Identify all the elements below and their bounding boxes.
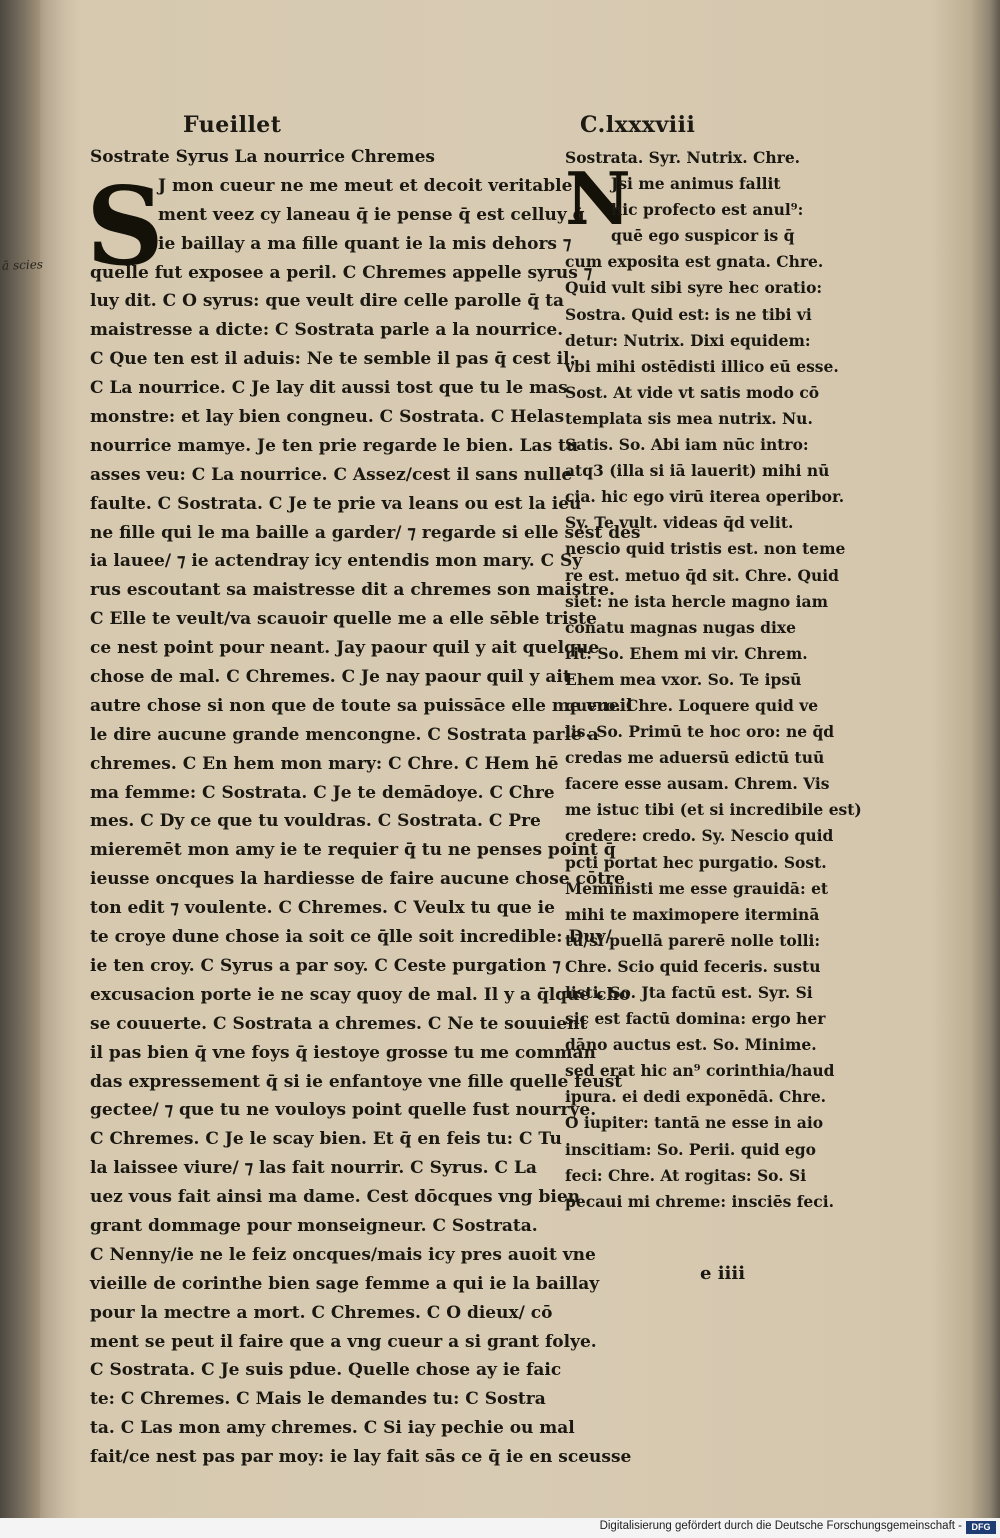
french-text-line: ieusse oncques la hardiesse de faire aucune chose cōtre <box>90 869 625 890</box>
latin-text-line: listi. So. Jta factū est. Syr. Si <box>565 983 813 1002</box>
latin-text-line: O iupiter: tantā ne esse in aio <box>565 1113 824 1133</box>
running-head-right: C.lxxxviii <box>580 112 696 138</box>
french-text-line: ment se peut il faire que a vng cueur a si grant folye. <box>90 1331 597 1352</box>
signature-mark: e iiii <box>700 1263 746 1284</box>
latin-text-line: tū/si puellā parerē nolle tolli: <box>565 930 821 950</box>
margin-note: ā scies <box>1 257 44 273</box>
french-text-line: vieille de corinthe bien sage femme a qui ie la baillay <box>90 1273 600 1294</box>
latin-text-line: pcti portat hec purgatio. Sost. <box>565 852 827 872</box>
french-text-line: mes. C Dy ce que tu vouldras. C Sostrata. C Pre <box>90 811 541 832</box>
french-text-line: C Sostrata. C Je suis pdue. Quelle chose ay ie faic <box>90 1360 562 1381</box>
french-text-line: te: C Chremes. C Mais le demandes tu: C Sostra <box>90 1389 546 1410</box>
latin-text-line: conatu magnas nugas dixe <box>565 617 797 637</box>
latin-text-line: cia. hic ego virū iterea operibor. <box>565 487 845 507</box>
latin-text-line: me istuc tibi (et si incredibile est) <box>565 800 862 820</box>
latin-text-line: siet: ne ista hercle magno iam <box>565 591 828 611</box>
french-text-line: chose de mal. C Chremes. C Je nay paour quil y ait <box>90 667 571 688</box>
latin-text-line: cum exposita est gnata. Chre. <box>565 252 824 272</box>
latin-text-line: feci: Chre. At rogitas: So. Si <box>565 1165 807 1185</box>
french-text-line: autre chose si non que de toute sa puissāce elle me vueil <box>90 695 633 716</box>
latin-text-line: templata sis mea nutrix. Nu. <box>565 408 813 428</box>
french-text-line: ton edit ⁊ voulente. C Chremes. C Veulx tu que ie <box>90 898 555 919</box>
dfg-logo: DFG <box>966 1521 996 1534</box>
french-text-line: ment veez cy laneau q̄ ie pense q̄ est celluy q̄ <box>158 204 585 225</box>
french-text-line: uez vous fait ainsi ma dame. Cest dōcques vng bien <box>90 1187 580 1208</box>
french-text-line: se couuerte. C Sostrata a chremes. C Ne te souuient <box>90 1013 588 1034</box>
latin-text-line: nescio quid tristis est. non teme <box>565 539 846 559</box>
french-text-line: quelle fut exposee a peril. C Chremes appelle syrus ⁊ <box>90 262 593 283</box>
latin-text-line: mihi te maximopere iterminā <box>565 904 820 924</box>
facing-page-edge <box>0 0 40 1538</box>
french-text-line: C Elle te veult/va scauoir quelle me a elle sēble triste <box>90 609 597 630</box>
french-text-line: ia lauee/ ⁊ ie actendray icy entendis mon mary. C Sy <box>90 551 583 572</box>
latin-text-line: Ehem mea vxor. So. Te ipsū <box>565 669 802 689</box>
latin-text-line: quē ego suspicor is q̄ <box>611 226 795 246</box>
latin-text-line: Quid vult sibi syre hec oratio: <box>565 278 823 298</box>
french-text-line: ne fille qui le ma baille a garder/ ⁊ regarde si elle sest des <box>90 522 641 543</box>
french-text-line: chremes. C En hem mon mary: C Chre. C Hem hē <box>90 753 559 774</box>
latin-text-line: re est. metuo q̄d sit. Chre. Quid <box>565 565 839 585</box>
french-text-line: luy dit. C O syrus: que veult dire celle parolle q̄ ta <box>90 291 564 312</box>
latin-text-line: credas me aduersū edictū tuū <box>565 748 825 768</box>
french-text-line: te croye dune chose ia soit ce q̄lle soit incredible: Duy/ <box>90 927 612 948</box>
french-text-line: J mon cueur ne me meut et decoit veritable <box>158 175 573 196</box>
french-text-line: ma femme: C Sostrata. C Je te demādoye. C Chre <box>90 782 555 803</box>
french-text-line: ie ten croy. C Syrus a par soy. C Ceste purgation ⁊ <box>90 955 561 976</box>
latin-text-line: lis. So. Primū te hoc oro: ne q̄d <box>565 722 835 742</box>
latin-text-line: sic est factū domina: ergo her <box>565 1009 826 1029</box>
digitization-footer <box>0 1518 1000 1538</box>
latin-text-line: Sostrata. Syr. Nutrix. Chre. <box>565 148 801 167</box>
french-text-line: il pas bien q̄ vne foys q̄ iestoye grosse tu me comman <box>90 1042 596 1063</box>
latin-text-line: vbi mihi ostēdisti illico eū esse. <box>565 356 839 376</box>
french-text-line: ie baillay a ma fille quant ie la mis dehors ⁊ <box>158 233 572 254</box>
latin-text-column <box>565 145 862 1215</box>
latin-text-line: Sy. Te vult. videas q̄d velit. <box>565 513 794 533</box>
french-text-line: monstre: et lay bien congneu. C Sostrata. C Helas <box>90 407 565 428</box>
latin-text-line: rit: So. Ehem mi vir. Chrem. <box>565 643 808 663</box>
latin-text-line: quero. Chre. Loquere quid ve <box>565 695 819 715</box>
french-text-line: mieremēt mon amy ie te requier q̄ tu ne penses point q̄ <box>90 840 616 861</box>
french-text-line: fait/ce nest pas par moy: ie lay fait sās ce q̄ ie en sceusse <box>90 1447 632 1468</box>
french-text-line: gectee/ ⁊ que tu ne vouloys point quelle fust nourrye. <box>90 1100 597 1121</box>
french-text-line: ce nest point pour neant. Jay paour quil y ait quelque <box>90 638 600 659</box>
french-text-line: C Nenny/ie ne le feiz oncques/mais icy pres auoit vne <box>90 1244 596 1265</box>
french-text-line: asses veu: C La nourrice. C Assez/cest il sans nulle <box>90 464 573 485</box>
latin-text-line: sed erat hic an⁹ corinthia/haud <box>565 1061 835 1081</box>
french-text-line: C Que ten est il aduis: Ne te semble il pas q̄ cest il: <box>90 349 576 370</box>
french-text-line: nourrice mamye. Je ten prie regarde le bien. Las tu <box>90 435 579 456</box>
latin-text-line: atq3 (illa si iā lauerit) mihi nū <box>565 461 830 481</box>
french-text-line: rus escoutant sa maistresse dit a chremes son maistre. <box>90 580 615 601</box>
latin-text-line: ipura. ei dedi exponēdā. Chre. <box>565 1087 827 1107</box>
french-drop-cap: S <box>86 164 164 290</box>
latin-text-line: detur: Nutrix. Dixi equidem: <box>565 330 811 350</box>
french-text-line: excusacion porte ie ne scay quoy de mal. Il y a q̄lque cho <box>90 984 631 1005</box>
latin-text-line: Sost. At vide vt satis modo cō <box>565 382 820 402</box>
french-text-line: ta. C Las mon amy chremes. C Si iay pechie ou mal <box>90 1418 575 1439</box>
french-text-line: maistresse a dicte: C Sostrata parle a la nourrice. <box>90 320 564 341</box>
latin-text-line: pecaui mi chreme: insciēs feci. <box>565 1191 834 1211</box>
french-text-line: C Chremes. C Je le scay bien. Et q̄ en feis tu: C Tu <box>90 1129 562 1150</box>
french-text-line: la laissee viure/ ⁊ las fait nourrir. C Syrus. C La <box>90 1158 537 1179</box>
latin-text-line: facere esse ausam. Chrem. Vis <box>565 774 830 794</box>
latin-text-line: hic profecto est anul⁹: <box>611 200 804 220</box>
french-text-line: le dire aucune grande mencongne. C Sostrata parle a <box>90 724 599 745</box>
latin-text-line: Meministi me esse grauidā: et <box>565 878 829 898</box>
latin-text-line: Sostra. Quid est: is ne tibi vi <box>565 304 812 324</box>
french-text-line: Sostrate Syrus La nourrice Chremes <box>90 147 435 167</box>
french-text-line: C La nourrice. C Je lay dit aussi tost que tu le mas <box>90 378 568 399</box>
latin-text-line: credere: credo. Sy. Nescio quid <box>565 826 834 846</box>
french-text-line: das expressement q̄ si ie enfantoye vne fille quelle feust <box>90 1071 623 1092</box>
latin-text-line: Jsi me animus fallit <box>611 174 781 194</box>
latin-text-line: inscitiam: So. Perii. quid ego <box>565 1139 816 1159</box>
latin-text-line: dāno auctus est. So. Minime. <box>565 1035 817 1055</box>
latin-drop-cap: N <box>565 156 631 241</box>
french-text-line: faulte. C Sostrata. C Je te prie va leans ou est la ieu <box>90 493 582 514</box>
running-head-left: Fueillet <box>183 112 282 138</box>
french-text-line: pour la mectre a mort. C Chremes. C O dieux/ cō <box>90 1302 553 1323</box>
footer-credit: Digitalisierung gefördert durch die Deutsche Forschungsgemeinschaft - <box>599 1520 962 1532</box>
french-text-column <box>90 143 641 1472</box>
latin-text-line: Chre. Scio quid feceris. sustu <box>565 956 821 976</box>
latin-text-line: Satis. So. Abi iam nūc intro: <box>565 435 809 455</box>
french-text-line: grant dommage pour monseigneur. C Sostrata. <box>90 1215 538 1236</box>
